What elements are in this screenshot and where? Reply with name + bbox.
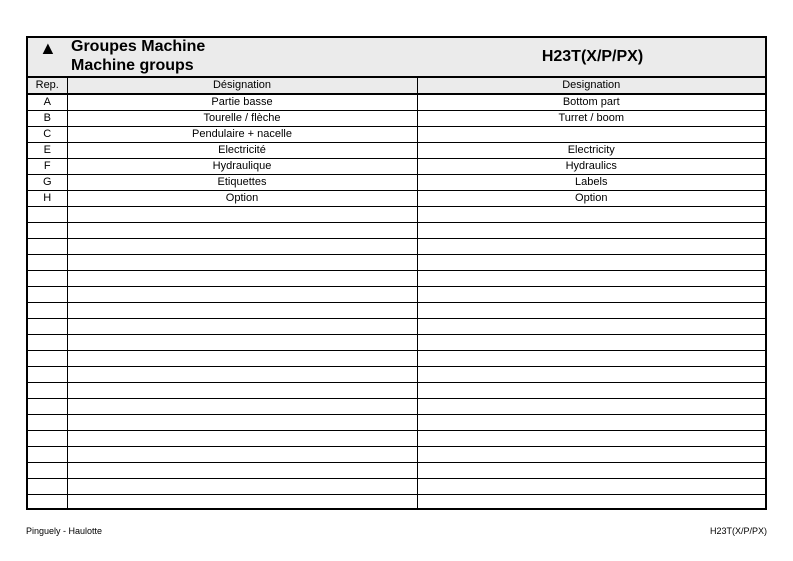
table-row [28,223,765,239]
table-row [28,319,765,335]
table-row [28,303,765,319]
column-header-designation-fr: Désignation [67,78,417,94]
row-designation-en-cell [417,127,765,143]
row-designation-fr-cell: Pendulaire + nacelle [67,127,417,143]
groups-table [28,78,765,510]
table-row [28,383,765,399]
column-header-rep: Rep. [28,78,67,94]
row-designation-en-cell: Bottom part [417,94,765,111]
table-row [28,159,765,175]
row-designation-en-cell: Hydraulics [417,159,765,175]
table-row [28,335,765,351]
table-row [28,415,765,431]
row-designation-en-cell [417,303,765,319]
footer-model: H23T(X/P/PX) [709,526,767,536]
table-row [28,463,765,479]
title-english: Machine groups [71,57,194,74]
row-rep-cell: F [28,159,67,175]
row-rep-cell [28,335,67,351]
row-designation-fr-cell: Partie basse [67,94,417,111]
table-row [28,239,765,255]
row-designation-en-cell [417,447,765,463]
table-row [28,399,765,415]
row-rep-cell [28,287,67,303]
row-rep-cell [28,447,67,463]
title-french: Groupes Machine [71,38,206,55]
row-rep-cell [28,415,67,431]
row-rep-cell [28,495,67,511]
row-designation-fr-cell [67,287,417,303]
row-rep-cell [28,255,67,271]
triangle-icon: ▲ [39,38,57,58]
row-designation-en-cell [417,271,765,287]
table-body [28,94,765,510]
row-rep-cell: G [28,175,67,191]
row-designation-en-cell [417,287,765,303]
table-row [28,351,765,367]
row-designation-en-cell [417,431,765,447]
row-designation-en-cell [417,495,765,511]
table-row [28,143,765,159]
row-designation-fr-cell [67,255,417,271]
row-designation-en-cell [417,319,765,335]
row-designation-fr-cell [67,303,417,319]
row-rep-cell [28,303,67,319]
row-rep-cell: C [28,127,67,143]
row-designation-fr-cell [67,239,417,255]
row-designation-fr-cell [67,351,417,367]
table-row [28,447,765,463]
row-designation-fr-cell [67,383,417,399]
row-designation-en-cell [417,239,765,255]
row-designation-en-cell [417,255,765,271]
row-designation-fr-cell [67,367,417,383]
row-designation-en-cell [417,367,765,383]
row-designation-fr-cell [67,319,417,335]
row-designation-fr-cell [67,399,417,415]
row-rep-cell: A [28,94,67,111]
table-header-row [28,78,765,94]
row-designation-en-cell [417,383,765,399]
table-row [28,431,765,447]
row-rep-cell: E [28,143,67,159]
table-row [28,287,765,303]
table-row [28,127,765,143]
table-row [28,367,765,383]
row-rep-cell: B [28,111,67,127]
row-rep-cell [28,223,67,239]
model-name: H23T(X/P/PX) [541,48,644,65]
table-row [28,207,765,223]
row-rep-cell [28,351,67,367]
table-row [28,255,765,271]
table-row [28,175,765,191]
row-rep-cell [28,463,67,479]
row-designation-en-cell: Electricity [417,143,765,159]
row-designation-fr-cell: Etiquettes [67,175,417,191]
table-row [28,111,765,127]
sheet-header [28,38,765,78]
row-designation-en-cell: Turret / boom [417,111,765,127]
row-designation-en-cell: Labels [417,175,765,191]
row-rep-cell [28,479,67,495]
row-designation-fr-cell [67,431,417,447]
row-designation-en-cell [417,399,765,415]
row-designation-fr-cell: Option [67,191,417,207]
row-designation-fr-cell [67,447,417,463]
table-row [28,271,765,287]
row-designation-en-cell [417,463,765,479]
row-rep-cell [28,207,67,223]
row-designation-fr-cell [67,335,417,351]
row-designation-en-cell [417,351,765,367]
table-row [28,495,765,511]
row-rep-cell: H [28,191,67,207]
footer-company: Pinguely - Haulotte [26,526,103,536]
row-rep-cell [28,383,67,399]
row-designation-fr-cell: Tourelle / flèche [67,111,417,127]
row-designation-fr-cell [67,271,417,287]
table-row [28,191,765,207]
parts-sheet [26,36,767,510]
row-rep-cell [28,239,67,255]
column-header-designation-en: Designation [417,78,765,94]
row-designation-fr-cell [67,415,417,431]
row-designation-en-cell [417,207,765,223]
row-rep-cell [28,367,67,383]
row-rep-cell [28,319,67,335]
table-row [28,94,765,111]
row-designation-en-cell [417,479,765,495]
row-designation-en-cell [417,335,765,351]
row-designation-en-cell [417,415,765,431]
row-designation-fr-cell [67,223,417,239]
table-row [28,479,765,495]
row-rep-cell [28,399,67,415]
row-rep-cell [28,271,67,287]
row-designation-fr-cell [67,479,417,495]
row-designation-fr-cell [67,463,417,479]
row-designation-fr-cell: Hydraulique [67,159,417,175]
row-designation-fr-cell: Electricité [67,143,417,159]
row-designation-fr-cell [67,207,417,223]
row-designation-en-cell: Option [417,191,765,207]
row-designation-en-cell [417,223,765,239]
row-designation-fr-cell [67,495,417,511]
row-rep-cell [28,431,67,447]
